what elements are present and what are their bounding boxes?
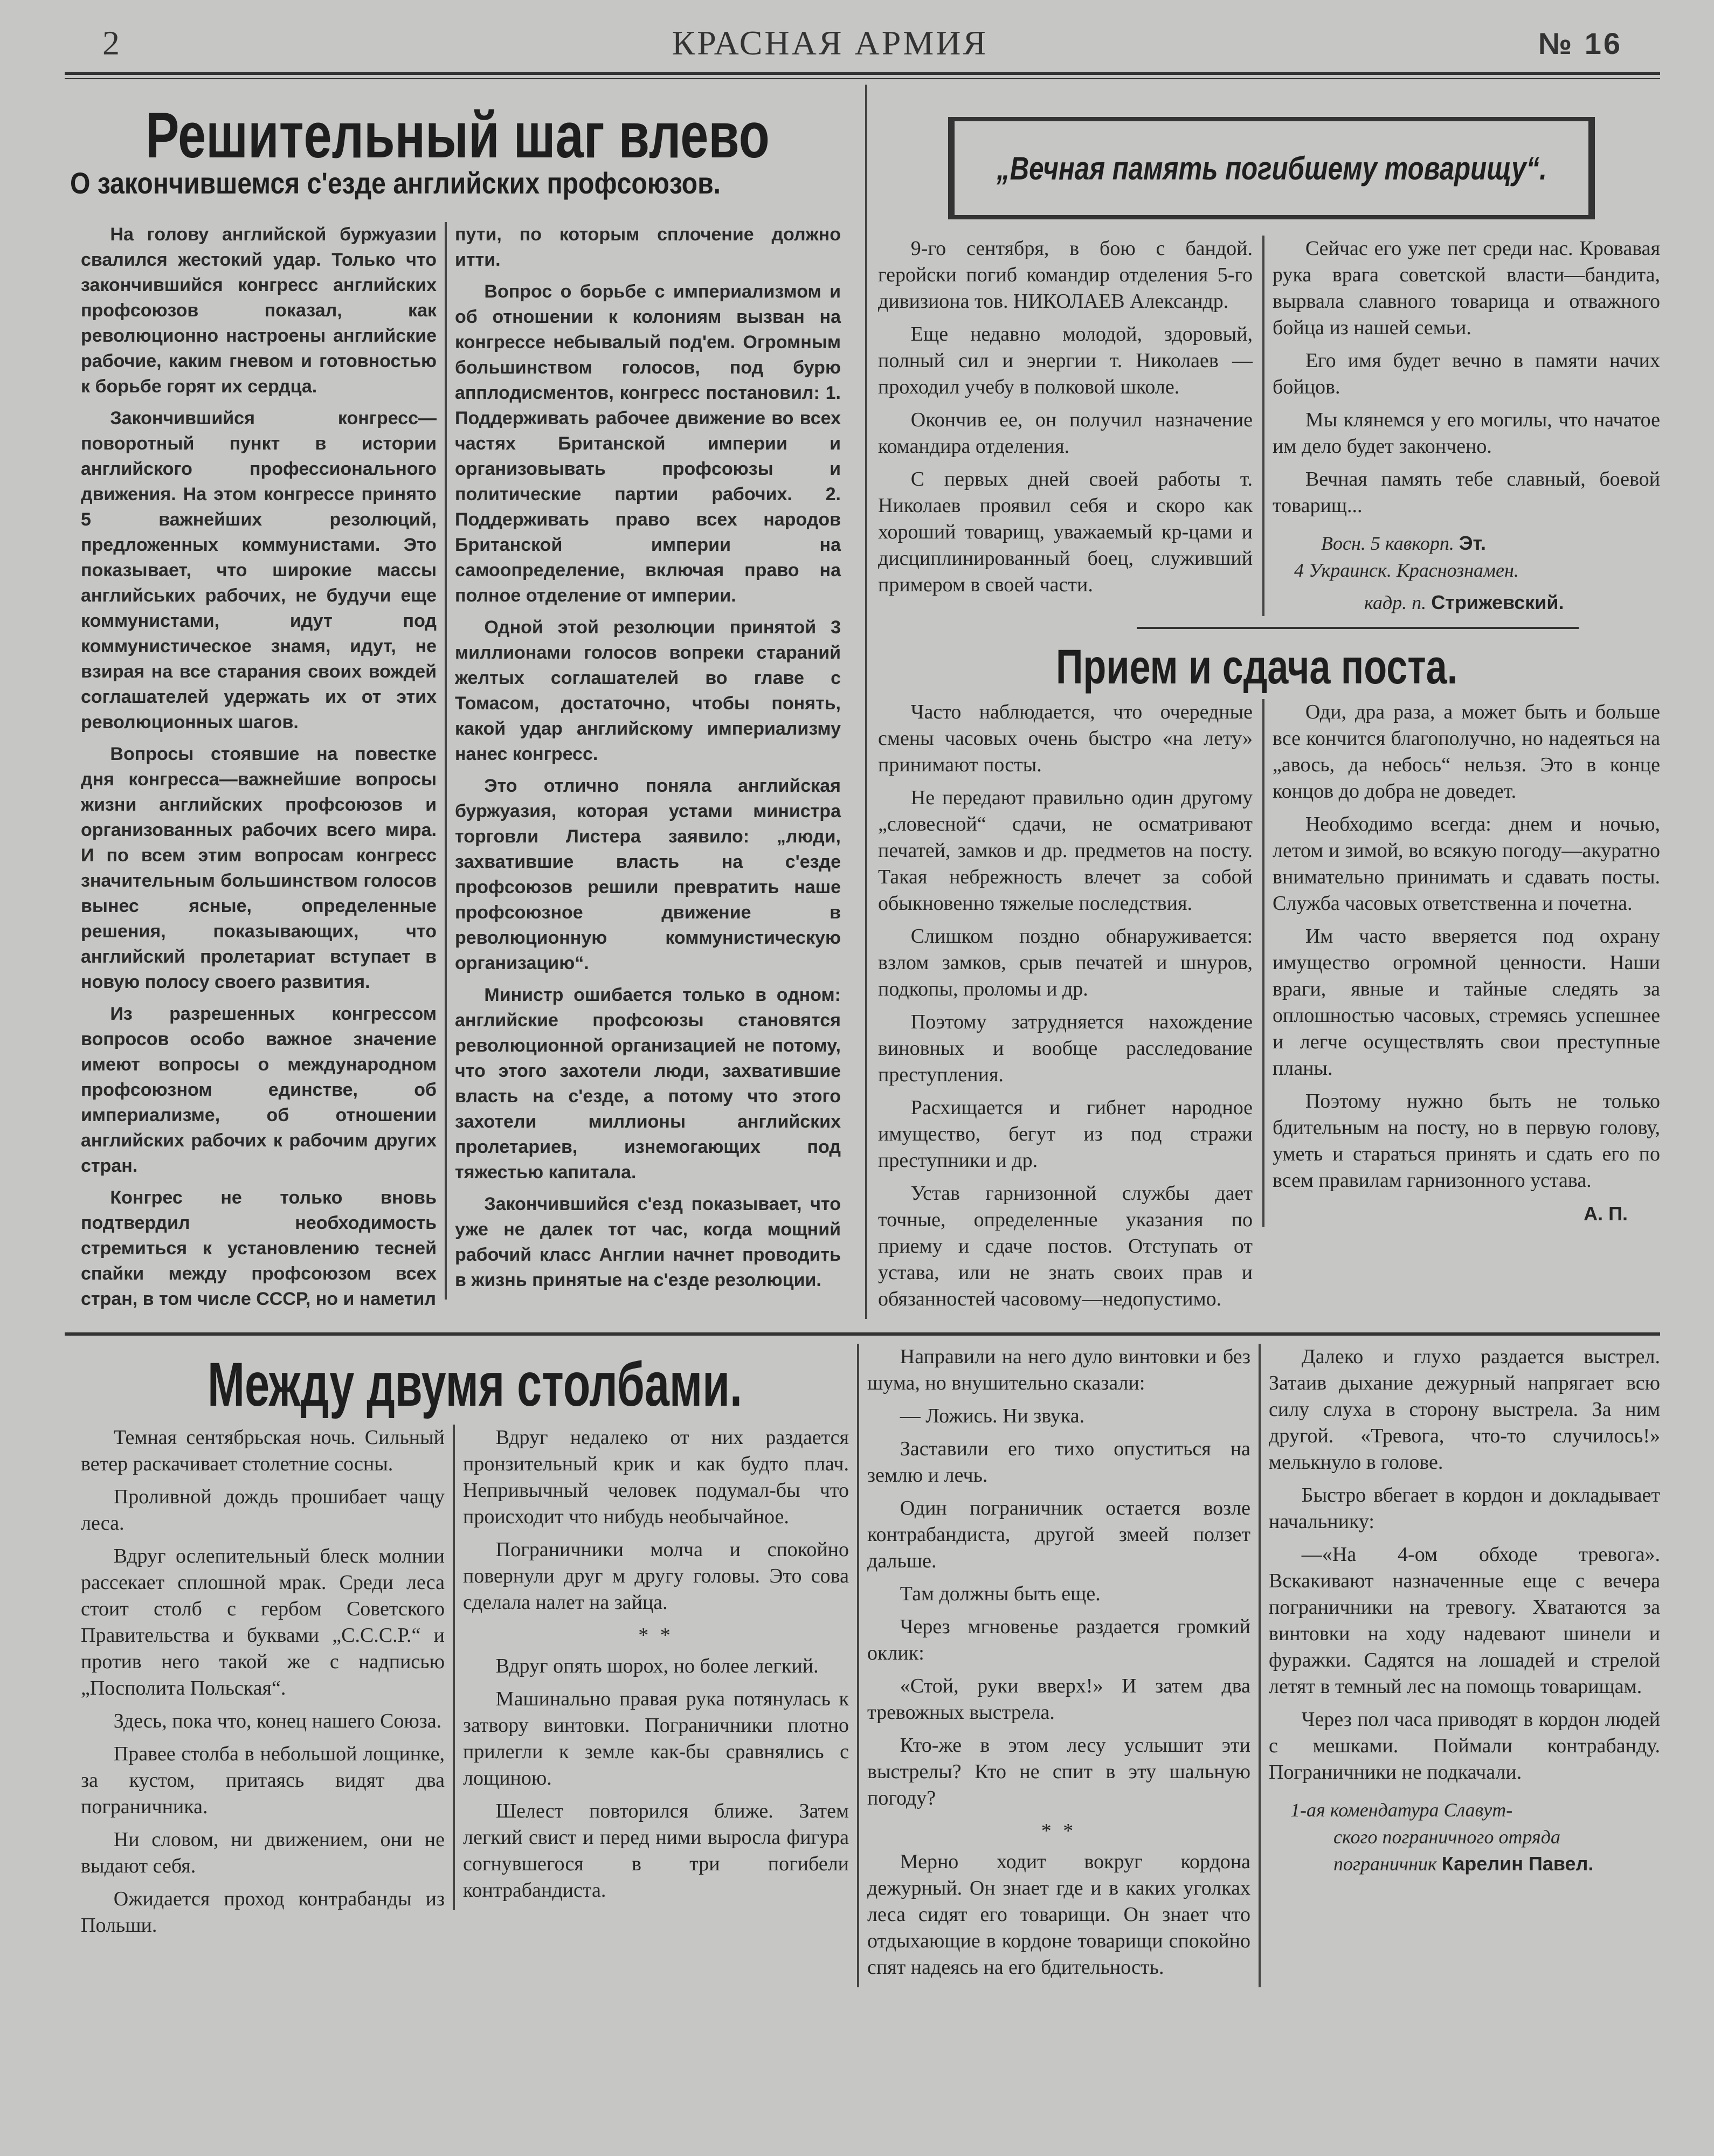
paragraph: Кто-же в этом лесу услышит эти выстрелы? Кто не спит в эту шальную погоду?: [867, 1734, 1250, 1809]
signature-line: 4 Украинск. Краснознамен.: [1294, 559, 1519, 581]
article-headline: Между двумя столбами.: [208, 1350, 743, 1419]
column-part: [1269, 1344, 1660, 1786]
paragraph: Необходимо всегда: днем и ночью, летом и зимой, во всякую погоду—акуратно внимательно принимать и сдавать посты. Служба часовых ответственна и почетна.: [1273, 813, 1660, 915]
section-rule: [65, 1332, 1660, 1336]
article-column: [453, 1425, 857, 1910]
article-column: [857, 1344, 1259, 1987]
headline-wrap: [878, 629, 1660, 699]
column-part: [463, 1653, 849, 1904]
paragraph: Конгрес не только вновь подтвердил необходимость стремиться к установлению тесней спайки между профсоюзом всех стран, в том числе СССР, но и наметил: [81, 1187, 437, 1309]
paragraph: Одной этой резолюции принятой 3 миллионами голосов вопреки стараний желтых соглашателей во главе с Томасом, достаточно, чтобы понять, какой удар английскому империализму нанес конгресс.: [455, 617, 841, 764]
paragraph: Устав гарнизонной службы дает точные, определенные указания по приему и сдаче постов. Отступать от устава, или не знать своих прав и обязанностей часовому—недопустимо.: [878, 1182, 1253, 1310]
signature-line: ского пограничного отряда: [1333, 1826, 1560, 1848]
paragraph: —«На 4-ом обходе тревога». Вскакивают назначенные еще с вечера пограничники на тревогу. Хватаются за винтовки на ходу надевают шинели и фуражки. Садятся на лошадей и стрелой летят в темный лес на помощь товарищам.: [1269, 1543, 1660, 1698]
paragraph: Часто наблюдается, что очередные смены часовых очень быстро «на лету» принимают посты.: [878, 701, 1253, 776]
paragraph: Ожидается проход контрабанды из Польши.: [81, 1888, 445, 1937]
paragraph: Им часто вверяется под охрану имущество огромной ценности. Наши враги, явные и тайные следять за оплошностью часовых, стремясь успешнее и легче осуществлять свои преступные планы.: [1273, 925, 1660, 1080]
article-column: [878, 699, 1262, 1319]
paragraph: Вечная память тебе славный, боевой товарищ...: [1273, 468, 1660, 517]
article-border-posts: [65, 1344, 1660, 1987]
paragraph: Быстро вбегает в кордон и докладывает начальнику:: [1269, 1484, 1660, 1533]
signature-name: Карелин Павел.: [1441, 1853, 1594, 1875]
column-part: [1273, 699, 1660, 1194]
column-part: [463, 1425, 849, 1616]
paragraph: Не передают правильно один другому „словесной“ сдачи, не осматривают печатей, замков и др. предметов на посту. Такая небрежность влечет за собой обыкновенно тяжелые последствия.: [878, 786, 1253, 915]
article-columns: [878, 699, 1660, 1319]
article-trade-unions: [65, 85, 865, 1319]
paragraph: Через пол часа приводят в кордон людей с мешками. Поймали контрабанду. Пограничники не подкачали.: [1269, 1708, 1660, 1784]
paragraph: Закончившийся конгресс—поворотный пункт в истории английского профессионального движения. На этом конгрессе принято 5 важнейших резолюций, предложенных коммунистами. Это показывает, что широкие массы английських рабочих, не будучи еще коммунистами, идут под коммунистическое знамя, идут, не взирая на все старания своих вождей соглашателей удержать их от этих революционных шагов.: [81, 408, 437, 733]
signature-line: [1269, 1850, 1660, 1877]
paragraph: Это отлично поняла английская буржуазия, которая устами министра торговли Листера заявило: „люди, захватившие власть на с'езде профсоюзов решили превратить наше профсоюзное движение в революционную коммунистическую организацию“.: [455, 776, 841, 973]
column-part: [867, 1849, 1250, 1981]
right-block: [865, 85, 1660, 1319]
paragraph: Ни словом, ни движением, они не выдают себя.: [81, 1828, 445, 1877]
paragraph: Поэтому нужно быть не только бдительным на посту, но в первую голову, уметь и стараться принять и сдать его по всем правилам гарнизонного устава.: [1273, 1090, 1660, 1192]
paragraph: Из разрешенных конгрессом вопросов особо важное значение имеют вопросы о международном профсоюзном единстве, об империализме, об отношении английских рабочих к рабочим других стран.: [81, 1004, 437, 1176]
article-subtitle: О закончившемся с'езде английских профсоюзов.: [70, 166, 721, 200]
paragraph: Мы клянемся у его могилы, что начатое им дело будет закончено.: [1273, 409, 1660, 458]
article-column: [1262, 699, 1660, 1227]
paragraph: Министр ошибается только в одном: английские профсоюзы становятся революционной организацией не потому, что этого захотели люди, захватившие власть на с'езде, а потому что этого захотели миллионы английских пролетариев, изнемогающих под тяжестью капитала.: [455, 985, 841, 1183]
paragraph: — Ложись. Ни звука.: [900, 1405, 1085, 1427]
paragraph: Здесь, пока что, конец нашего Союза.: [113, 1710, 442, 1732]
paragraph: Далеко и глухо раздается выстрел. Затаив дыхание дежурный напрягает всю силу слуха в сторону выстрела. За ним другой. «Тревога, что-то случилось!» мелькнуло в голове.: [1269, 1345, 1660, 1474]
paragraph: Правее столба в небольшой лощинке, за кустом, притаясь видят два пограничника.: [81, 1743, 445, 1818]
paragraph: Вопросы стоявшие на повестке дня конгресса—важнейшие вопросы жизни английских профсоюзов и организованных рабочих всего мира. И по всем этим вопросам конгресс значительным большинством голосов вынес ясные, определенные решения, показывающих, что английский пролетариат вступает в новую полосу своего развития.: [81, 744, 437, 992]
newspaper-title: КРАСНАЯ АРМИЯ: [672, 24, 989, 62]
paragraph: Окончив ее, он получил назначение командира отделения.: [878, 409, 1253, 458]
article-column: [65, 1425, 453, 1945]
paragraph: С первых дней своей работы т. Николаев проявил себя и скоро как хороший товарищ, уважаемый кр-цами и дисциплинированный боец, служивший примером в своей части.: [878, 468, 1253, 596]
headline-wrap: [65, 85, 854, 171]
issue-number: № 16: [1538, 26, 1622, 60]
header-rule-thin: [65, 78, 1660, 79]
signature-text: пограничник: [1333, 1853, 1437, 1875]
paragraph: «Стой, руки вверх!» И затем два тревожных выстрела.: [867, 1675, 1250, 1724]
signature-line: [1273, 589, 1660, 616]
paragraph: Вопрос о борьбе с империализмом и об отношении к колониям вызван на конгрессе небывалый под'ем. Огромным большинством голосов, под бурю апплодисментов, конгресс постановил: 1. Поддерживать рабочее движение во всех частях Британской империи и организовывать профсоюзы и политические партии рабочих. 2. Поддерживать право всех народов Британской империи на самоопределение, включая право на полное отделение от империи.: [455, 281, 841, 606]
page-number: 2: [102, 24, 122, 62]
section-separator: * *: [1041, 1820, 1077, 1842]
top-section: [65, 85, 1660, 1319]
article-columns: [65, 1425, 857, 1945]
paragraph: Расхищается и гибнет народное имущество, бегут из под стражи преступники и др.: [878, 1096, 1253, 1172]
article-columns: [65, 222, 854, 1318]
paragraph: Через мгновенье раздается громкий оклик:: [867, 1615, 1250, 1664]
column-part: [1273, 236, 1660, 519]
paragraph: Пограничники молча и спокойно повернули друг м другу головы. Это сова сделала налет на зайца.: [463, 1538, 849, 1614]
paragraph: пути, по которым сплочение должно итти.: [455, 224, 841, 270]
paragraph: Еще недавно молодой, здоровый, полный сил и энергии т. Николаев — проходил учебу в полковой школе.: [878, 323, 1253, 398]
page-header: [65, 16, 1660, 70]
paragraph: Сейчас его уже пет среди нас. Кровавая рука врага советской власти—бандита, вырвала славного товарица и отважного бойца из нашей семьи.: [1273, 237, 1660, 339]
article-left-part: [65, 1344, 857, 1987]
paragraph: Вдруг опять шорох, но более легкий.: [495, 1655, 819, 1677]
paragraph: Проливной дождь прошибает чащу леса.: [81, 1485, 445, 1535]
paragraph: Направили на него дуло винтовки и без шума, но внушительно сказали:: [867, 1345, 1250, 1394]
paragraph: Мерно ходит вокруг кордона дежурный. Он знает где и в каких уголках леса сидят его товарищи. Он знает что отдыхающие в кордоне товарищи спокойно спят надеясь на его бдительность.: [867, 1850, 1250, 1979]
paragraph: Заставили его тихо опуститься на землю и лечь.: [867, 1438, 1250, 1487]
article-column: [65, 222, 445, 1318]
article-headline: Прием и сдача поста.: [1056, 640, 1458, 694]
memorial-headline: „Вечная память погибшему товарищу“.: [996, 150, 1547, 186]
section-separator: * *: [638, 1624, 674, 1647]
paragraph: Машинально правая рука потянулась к затвору винтовки. Пограничники плотно прилегли к земле как-бы сравнялись с лощиною.: [463, 1688, 849, 1789]
paragraph: Вдруг недалеко от них раздается пронзительный крик и как будто плач. Непривычный человек подумал-бы что происходит что нибудь необычайное.: [463, 1426, 849, 1528]
signature-name: Стрижевский.: [1431, 591, 1564, 613]
signature-line: [1273, 530, 1660, 557]
paragraph: На голову английской буржуазии свалился жестокий удар. Только что закончившийся конгресс английских профсоюзов показал, как революционно настроены английские рабочие, каким гневом и готовностью к борьбе горят их сердца.: [81, 224, 437, 397]
paragraph: Вдруг ослепительный блеск молнии рассекает сплошной мрак. Среди леса стоит столб с гербом Советского Правительства и буквами „С.С.С.Р.“ и против него такой же с надписью „Посполита Польская“.: [81, 1545, 445, 1699]
signature-bold: Эт.: [1459, 532, 1486, 554]
signature-text: кадр. п.: [1364, 592, 1427, 613]
article-columns: [878, 236, 1660, 616]
paragraph: Его имя будет вечно в памяти начих бойцов.: [1273, 349, 1660, 398]
paragraph: Слишком поздно обнаруживается: взлом замков, срыв печатей и шнуров, подкопы, проломы и др.: [878, 925, 1253, 1000]
paragraph: Один пограничник остается возле контрабандиста, другой змеей ползет дальше.: [867, 1497, 1250, 1572]
paragraph: Шелест повторился ближе. Затем легкий свист и перед ними выросла фигура согнувшегося в три погибели контрабандиста.: [463, 1800, 849, 1902]
paragraph: Темная сентябрьская ночь. Сильный ветер раскачивает столетние сосны.: [81, 1426, 445, 1475]
paragraph: Оди, дра раза, а может быть и больше все кончится благополучно, но надеяться на „авось, да небось“ нельзя. Это в конце концов до добра не доведет.: [1273, 701, 1660, 803]
article-column: [445, 222, 844, 1300]
article-column: [1262, 236, 1660, 616]
header-rule: [65, 72, 1660, 75]
signature-line: 1-ая комендатура Славут-: [1290, 1799, 1513, 1821]
memorial-box: [948, 117, 1595, 219]
signature-text: Восн. 5 кавкорп.: [1321, 533, 1454, 554]
paragraph: Поэтому затрудняется нахождение виновных и вообще расследование преступления.: [878, 1011, 1253, 1086]
paragraph: Закончившийся с'езд показывает, что уже не далек тот час, когда мощний рабочий класс Англии начнет проводить в жизнь принятые на с'езде резолюции.: [455, 1194, 841, 1290]
article-column: [1259, 1344, 1660, 1987]
article-headline: Решительный шаг влево: [146, 99, 770, 171]
headline-wrap: [65, 1344, 857, 1425]
article-column: [878, 236, 1262, 605]
paragraph: Там должны быть еще.: [900, 1583, 1101, 1605]
paragraph: 9-го сентября, в бою с бандой. геройски погиб командир отделения 5-го дивизиона тов. НИКОЛАЕВ Александр.: [878, 237, 1253, 313]
column-part: [867, 1344, 1250, 1812]
article-signature: А. П.: [1584, 1203, 1628, 1225]
